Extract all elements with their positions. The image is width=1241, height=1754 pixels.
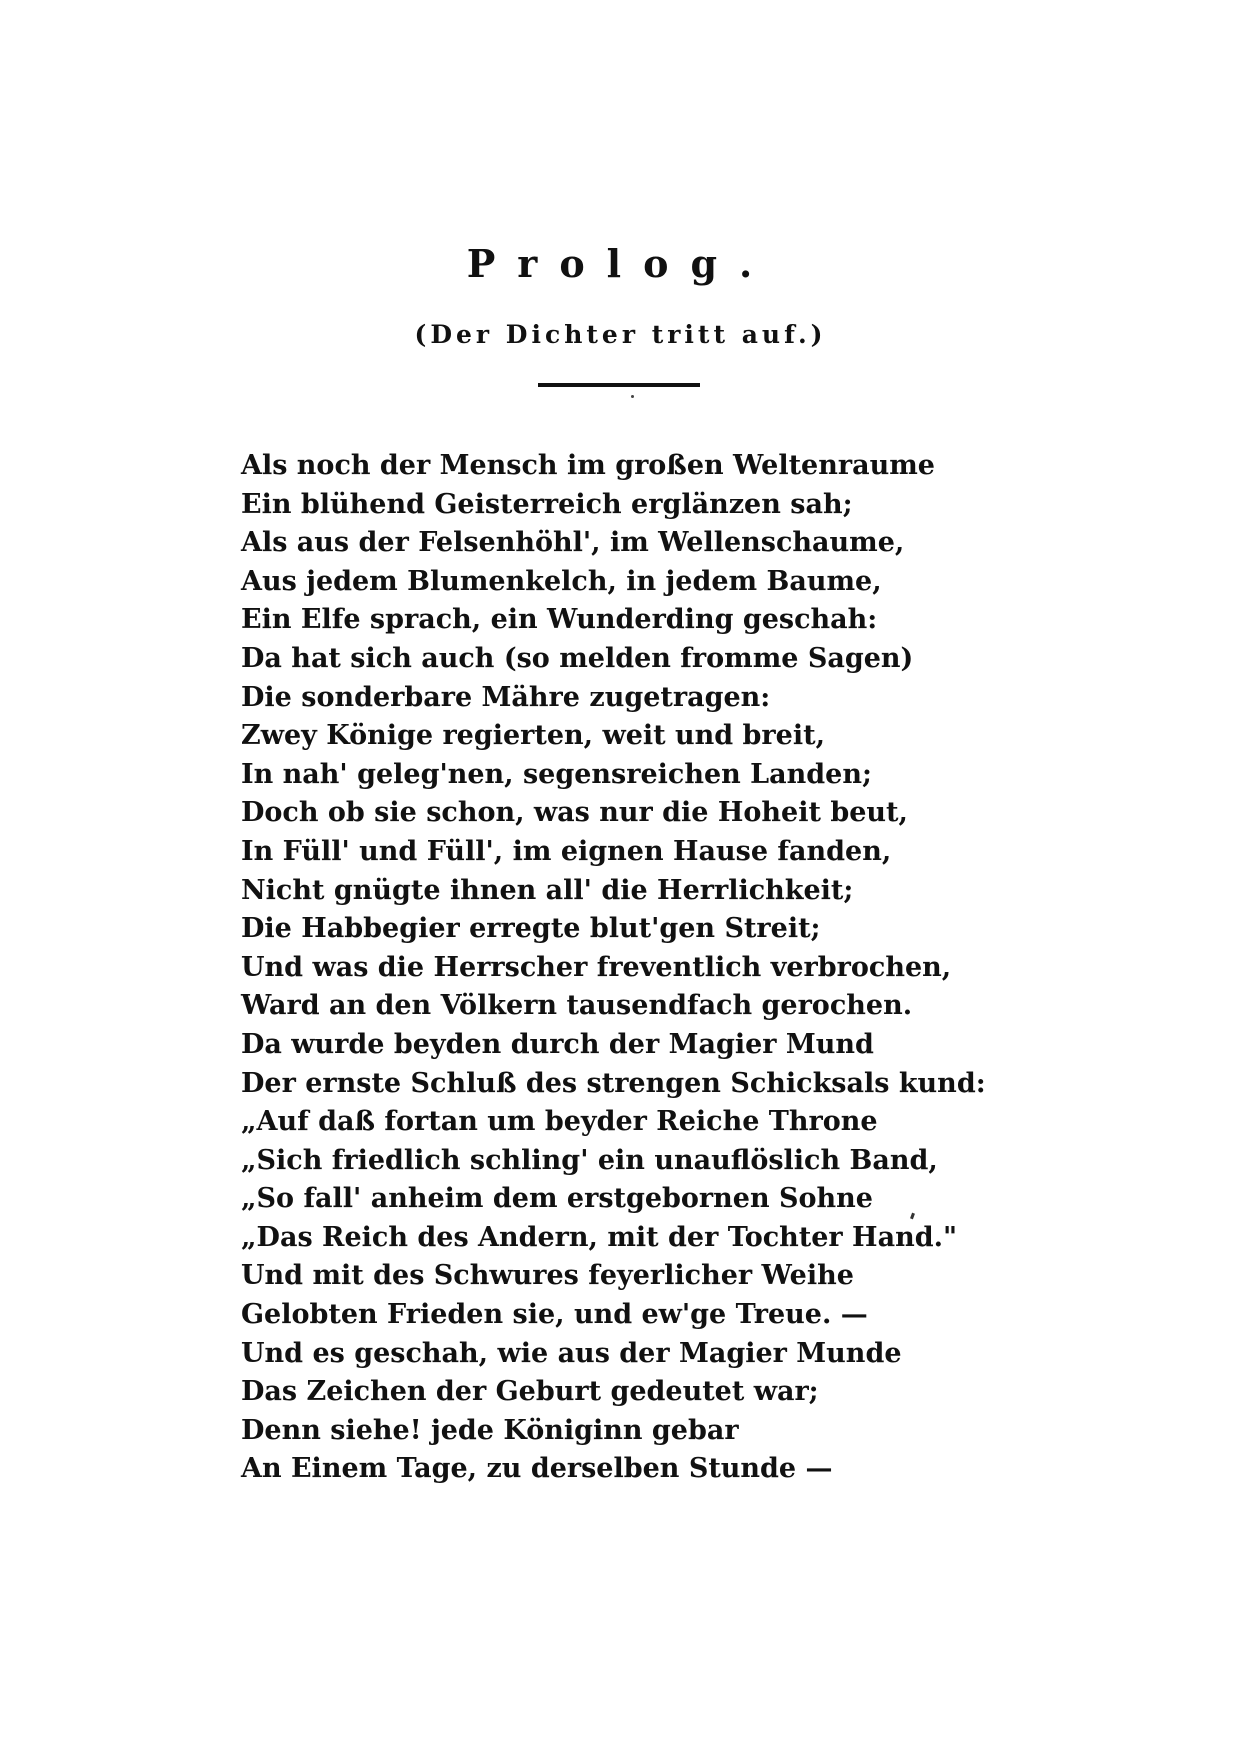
verse-line: Das Zeichen der Geburt gedeutet war; — [241, 1376, 819, 1408]
verse-line: Und mit des Schwures feyerlicher Weihe — [241, 1260, 854, 1292]
verse-line: Aus jedem Blumenkelch, in jedem Baume, — [241, 565, 882, 597]
verse-line: „Das Reich des Andern, mit der Tochter Hand." — [241, 1221, 958, 1253]
verse-line: Zwey Könige regierten, weit und breit, — [241, 720, 825, 752]
verse-line: Die sonderbare Mähre zugetragen: — [241, 681, 771, 713]
verse-line: Der ernste Schluß des strengen Schicksals kund: — [241, 1067, 986, 1099]
verse-line: Da hat sich auch (so melden fromme Sagen) — [241, 642, 914, 674]
verse-line: „Sich friedlich schling' ein unauflöslich Band, — [241, 1144, 938, 1176]
verse-line: Ein Elfe sprach, ein Wunderding geschah: — [241, 604, 878, 636]
verse-line: Denn siehe! jede Königinn gebar — [241, 1414, 739, 1446]
verse-line: Doch ob sie schon, was nur die Hoheit beut, — [241, 797, 908, 829]
verse-line: „So fall' anheim dem erstgebornen Sohne — [241, 1183, 873, 1215]
verse-line: „Auf daß fortan um beyder Reiche Throne — [241, 1106, 878, 1138]
verse-line: Als aus der Felsenhöhl', im Wellenschaume, — [241, 527, 905, 559]
verse-line: In nah' geleg'nen, segensreichen Landen; — [241, 758, 872, 790]
print-speck — [631, 395, 634, 398]
verse-line: Ward an den Völkern tausendfach gerochen. — [241, 990, 913, 1022]
verse-line: An Einem Tage, zu derselben Stunde — — [241, 1453, 833, 1485]
verse-line: Und was die Herrscher freventlich verbrochen, — [241, 951, 952, 983]
verse-line: Nicht gnügte ihnen all' die Herrlichkeit; — [241, 874, 854, 906]
verse-block — [241, 447, 986, 1489]
verse-line: Gelobten Frieden sie, und ew'ge Treue. — — [241, 1299, 868, 1331]
stage-direction: (Der Dichter tritt auf.) — [414, 320, 827, 349]
verse-line: Und es geschah, wie aus der Magier Munde — [241, 1337, 902, 1369]
divider-rule — [538, 383, 700, 387]
verse-line: Ein blühend Geisterreich erglänzen sah; — [241, 488, 853, 520]
verse-line: In Füll' und Füll', im eignen Hause fanden, — [241, 835, 892, 867]
page-title: Prolog. — [466, 241, 775, 286]
verse-line: Da wurde beyden durch der Magier Mund — [241, 1028, 874, 1060]
verse-line: Als noch der Mensch im großen Weltenraume — [241, 450, 935, 481]
verse-line: Die Habbegier erregte blut'gen Streit; — [241, 913, 821, 945]
